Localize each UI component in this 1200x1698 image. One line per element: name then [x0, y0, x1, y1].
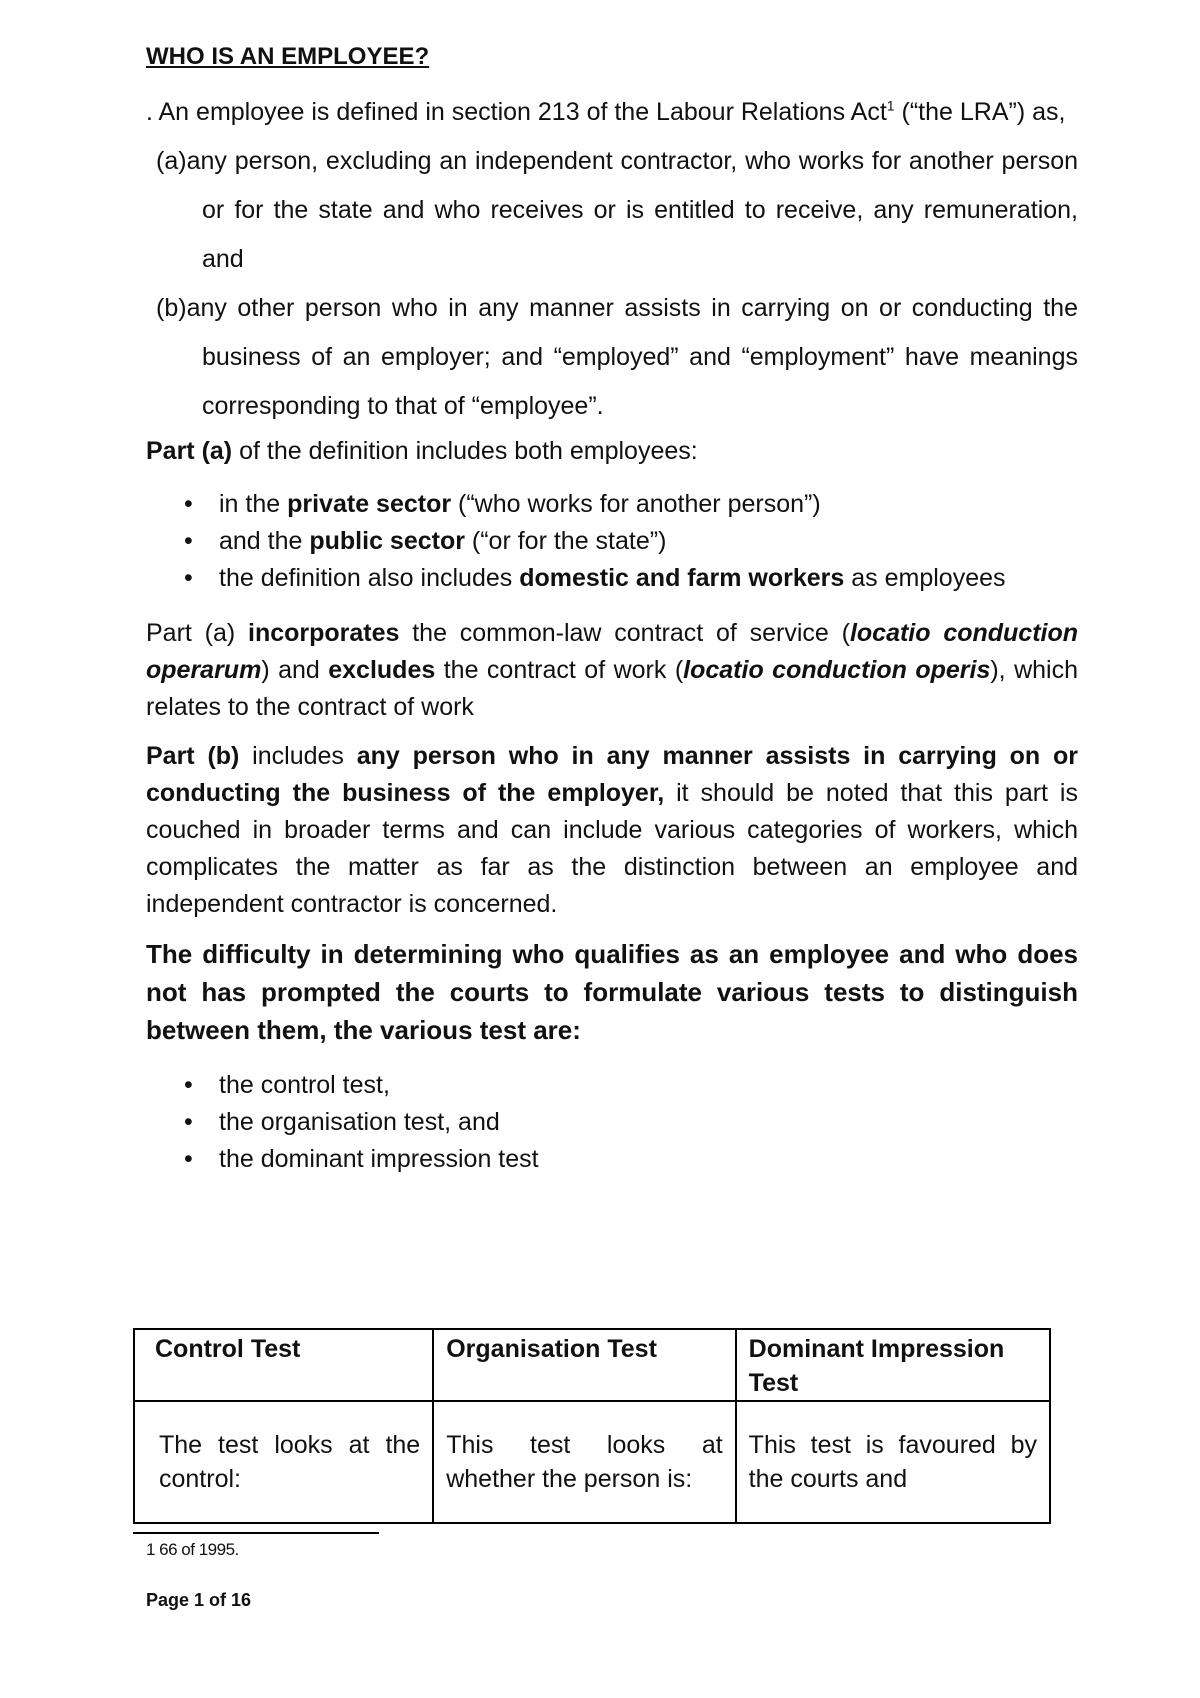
part-a-paragraph — [146, 615, 1078, 726]
spacer — [146, 726, 1078, 738]
page-body — [146, 40, 1078, 1196]
bullet-text: as employees — [844, 564, 1006, 592]
list-item — [146, 1067, 1078, 1104]
emphasis-text: excludes — [328, 656, 436, 684]
paragraph-text: Part (a) — [146, 619, 248, 647]
intro-lead: . An employee is defined in section 213 of the Labour Relations Act — [146, 98, 887, 126]
bullet-icon: • — [184, 490, 193, 518]
table-row — [134, 1401, 1050, 1523]
definition-text: any other person who in any manner assists in carrying on or conducting the business of an employer; and “employed” and “employment” have meanings corresponding to that of “employee”. — [186, 294, 1078, 420]
list-item — [146, 1141, 1078, 1178]
definition-marker: (b) — [156, 294, 187, 322]
table-header-cell: Control Test — [134, 1329, 433, 1401]
paragraph-text: ) and — [261, 656, 329, 684]
footnote-separator — [133, 1532, 379, 1534]
definition-list — [146, 137, 1078, 431]
paragraph-text: includes — [239, 742, 357, 770]
part-a-intro-text: of the definition includes both employees: — [232, 437, 698, 465]
bullet-text: (“who works for another person”) — [451, 490, 821, 518]
part-b-label: Part (b) — [146, 742, 240, 770]
definition-marker: (a) — [156, 147, 187, 175]
list-item — [146, 1104, 1078, 1141]
bullet-icon: • — [184, 564, 193, 592]
intro-rest: (“the LRA”) as, — [894, 98, 1066, 126]
bullet-icon: • — [184, 527, 193, 555]
bullet-text: in the — [219, 490, 288, 518]
footnote: 1 66 of 1995. — [146, 1540, 239, 1559]
bullet-icon: • — [184, 1108, 193, 1136]
bullet-text: the organisation test, and — [219, 1108, 500, 1136]
tests-table — [133, 1328, 1051, 1524]
bullet-bold-text: private sector — [287, 490, 452, 518]
document-title: WHO IS AN EMPLOYEE? — [146, 43, 430, 70]
bullet-icon: • — [184, 1145, 193, 1173]
table-header-cell: Organisation Test — [433, 1329, 735, 1401]
paragraph-text: it should be noted that this part is couched in broader terms and can include various categories of workers, which complicates the matter as far as the distinction between an employee and independent contractor is concerned. — [146, 779, 1078, 918]
bullet-text: and the — [219, 527, 310, 555]
emphasis-text: incorporates — [248, 619, 400, 647]
bullet-text: (“or for the state”) — [464, 527, 667, 555]
paragraph-text: ), which relates to the contract of work — [146, 656, 1078, 721]
part-a-bullet-list — [146, 486, 1078, 597]
list-item — [146, 486, 1078, 523]
bullet-icon: • — [184, 1071, 193, 1099]
part-b-paragraph — [146, 738, 1078, 923]
table-header-row — [134, 1329, 1050, 1401]
list-item — [146, 560, 1078, 597]
table-cell: This test looks at whether the person is: — [433, 1401, 735, 1523]
definition-item — [156, 284, 1078, 431]
list-item — [146, 523, 1078, 560]
table-cell: The test looks at the control: — [134, 1401, 433, 1523]
table-header-cell: Dominant Impression Test — [736, 1329, 1050, 1401]
footnote-reference[interactable]: 1 — [886, 97, 895, 114]
emphasis-text: any person who in any manner assists in carrying on or conducting the business of the employer, — [146, 742, 1079, 807]
table-cell: This test is favoured by the courts and — [736, 1401, 1050, 1523]
part-a-label: Part (a) — [146, 437, 233, 465]
latin-term: locatio conduction operarum — [146, 619, 1079, 684]
part-a-intro — [146, 433, 1078, 470]
paragraph-text: the contract of work ( — [435, 656, 684, 684]
page-number: Page 1 of 16 — [146, 1590, 252, 1610]
bullet-text: the definition also includes — [219, 564, 520, 592]
latin-term: locatio conduction operis — [683, 656, 991, 684]
spacer — [146, 923, 1078, 935]
bullet-text: the control test, — [219, 1071, 390, 1099]
tests-bullet-list — [146, 1067, 1078, 1178]
intro-paragraph — [146, 88, 1078, 137]
bullet-bold-text: public sector — [309, 527, 465, 555]
paragraph-text: the common-law contract of service ( — [399, 619, 850, 647]
difficulty-paragraph: The difficulty in determining who qualifies as an employee and who does not has prompted the courts to formulate various tests to distinguish between them, the various test are: — [146, 939, 1078, 1045]
bullet-bold-text: domestic and farm workers — [519, 564, 845, 592]
bullet-text: the dominant impression test — [219, 1145, 539, 1173]
definition-item — [156, 137, 1078, 284]
definition-text: any person, excluding an independent contractor, who works for another person or for the state and who receives or is entitled to receive, any remuneration, and — [186, 147, 1078, 273]
